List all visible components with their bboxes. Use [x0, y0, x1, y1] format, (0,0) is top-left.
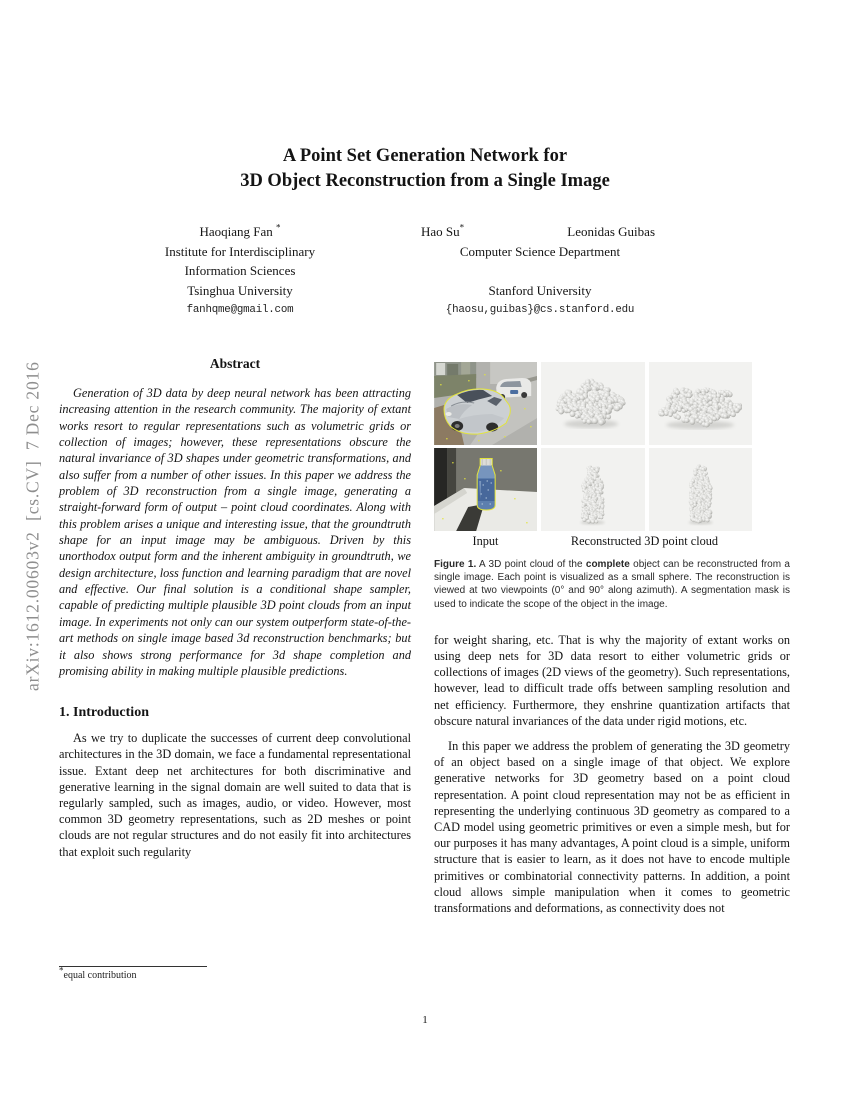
author-names-row — [415, 222, 665, 242]
figure-label-reconstructed: Reconstructed 3D point cloud — [570, 534, 719, 548]
affiliation-line: Tsinghua University — [187, 282, 293, 298]
author-email: fanhqme@gmail.com — [186, 304, 294, 316]
section-heading-introduction: 1. Introduction — [59, 705, 149, 721]
affiliation-line: Computer Science Department — [459, 243, 621, 259]
pointcloud-bottle-view1 — [541, 448, 644, 531]
figure-panel-pointcloud-car-1 — [541, 362, 644, 445]
arxiv-watermark: arXiv:1612.00603v2 [cs.CV] 7 Dec 2016 — [22, 361, 43, 691]
figure-caption-label: Figure 1. — [434, 559, 477, 570]
affiliation-line: Institute for Interdisciplinary — [164, 243, 316, 259]
body-paragraph-2: In this paper we address the problem of generating the 3D geometry of an object based on a single image of that object. We explore generative networks for 3D geometry based on a point cloud representation. A point cloud representation may not be as efficient in representing the underlying continuous 3D geometry as compared to a CAD model using geometric primitives or even a simple mesh, but for our purposes it has many advantages, A point cloud is a simple, uniform structure that is easier to learn, as it does not have to encode multiple primitives or combinatorial connectivity patterns. In addition, a point cloud allows simple manipulation when it comes to geometric transformations and deformations, as connectivity does not — [434, 739, 790, 916]
title-line-2: 3D Object Reconstruction from a Single Image — [240, 171, 610, 191]
affiliation-spacer — [415, 261, 665, 281]
footnote-rule — [59, 966, 207, 967]
figure-panel-input-bottle — [434, 448, 537, 531]
main-car — [444, 389, 510, 434]
author-block-left — [115, 222, 365, 321]
footnote-marker: * — [276, 222, 281, 233]
abstract-text: Generation of 3D data by deep neural network has been attracting increasing attention in the research community. The majority of extant works resort to regular representations such as volumetric grids or collection of images; however, these representations obscure the natural invariance of 3D shapes under geometric transformations, and also suffer from a number of other issues. In this paper we address the problem of 3D reconstruction from a single image, generating a straight-forward form of output – point cloud coordinates. Along with this problem arises a unique and interesting issue, that the groundtruth shape for an input image may be ambiguous. Driven by this unorthodox output form and the inherent ambiguity in groundtruth, we design architecture, loss function and learning paradigm that are novel and effective. Our final solution is a conditional shape sampler, capable of predicting multiple plausible 3D point clouds from an input image. In experiments not only can our system outperform state-of-the-art methods on single image based 3d reconstruction benchmarks; but it also shows strong performance for 3d shape completion and promising ability in making multiple plausible predictions. — [59, 386, 411, 678]
author-name — [421, 222, 464, 242]
author-name: Leonidas Guibas — [567, 224, 655, 239]
figure-panel-input-car — [434, 362, 537, 445]
figure-label-input: Input — [472, 534, 499, 548]
figure-panel-pointcloud-bottle-1 — [541, 448, 644, 531]
figure-caption-bold-word: complete — [585, 559, 630, 570]
pointcloud-car-view2 — [649, 362, 752, 445]
right-column — [434, 362, 790, 916]
figure-1-grid — [434, 362, 752, 531]
pointcloud-bottle-view2 — [649, 448, 752, 531]
abstract-heading: Abstract — [209, 356, 261, 371]
paper-title — [0, 144, 850, 194]
figure-labels — [434, 534, 752, 549]
footnote-text: equal contribution — [63, 970, 137, 981]
footnote-marker: * — [459, 222, 465, 233]
figure-caption-text: A 3D point cloud of the — [476, 559, 586, 570]
left-column — [59, 356, 411, 860]
figure-panel-pointcloud-bottle-2 — [649, 448, 752, 531]
title-line-1: A Point Set Generation Network for — [282, 146, 568, 166]
author-name-text: Haoqiang Fan — [199, 224, 277, 239]
footnote-marker: * — [59, 965, 64, 976]
figure-caption — [434, 558, 790, 611]
page-number: 1 — [422, 1014, 428, 1026]
pointcloud-car-view1 — [541, 362, 644, 445]
figure-panel-pointcloud-car-2 — [649, 362, 752, 445]
affiliation-line: Stanford University — [488, 282, 592, 298]
body-paragraph-1: for weight sharing, etc. That is why the majority of extant works on using deep nets for 3D data resort to either volumetric grids or collections of images (2D views of the geometry). Such representations, however, lead to difficult trade offs between sampling resolution and net efficiency. Furthermore, they enshrine quantization artifacts that obscure natural invariances of the data under rigid motions, etc. — [434, 632, 790, 728]
car-photo-illustration — [434, 362, 537, 445]
author-email: {haosu,guibas}@cs.stanford.edu — [445, 304, 635, 316]
bottle — [477, 458, 495, 510]
bottle-photo-illustration — [434, 448, 537, 531]
author-block-right — [415, 222, 665, 321]
footnote — [59, 966, 411, 981]
author-name-text: Hao Su — [421, 224, 460, 239]
intro-paragraph: As we try to duplicate the successes of current deep convolutional architectures in the 3D domain, we face a fundamental representational issue. Extant deep net architectures for both discriminative and generative learning in the signal domain are well suited to data that is regularly sampled, such as images, audio, or video. However, most common 3D geometry representations, such as 2D meshes or point clouds are not regular structures and do not easily fit into architectures that exploit such regularity — [59, 731, 411, 859]
author-name — [115, 222, 365, 242]
figure-caption-text: object can be reconstructed from a single image. Each point is visualized as a small sphere. The reconstruction is viewed at two viewpoints (0° and 90° along azimuth). A segmentation mask is used to indicate the scope of the object in the image. — [434, 559, 790, 610]
affiliation-line: Information Sciences — [184, 263, 296, 278]
